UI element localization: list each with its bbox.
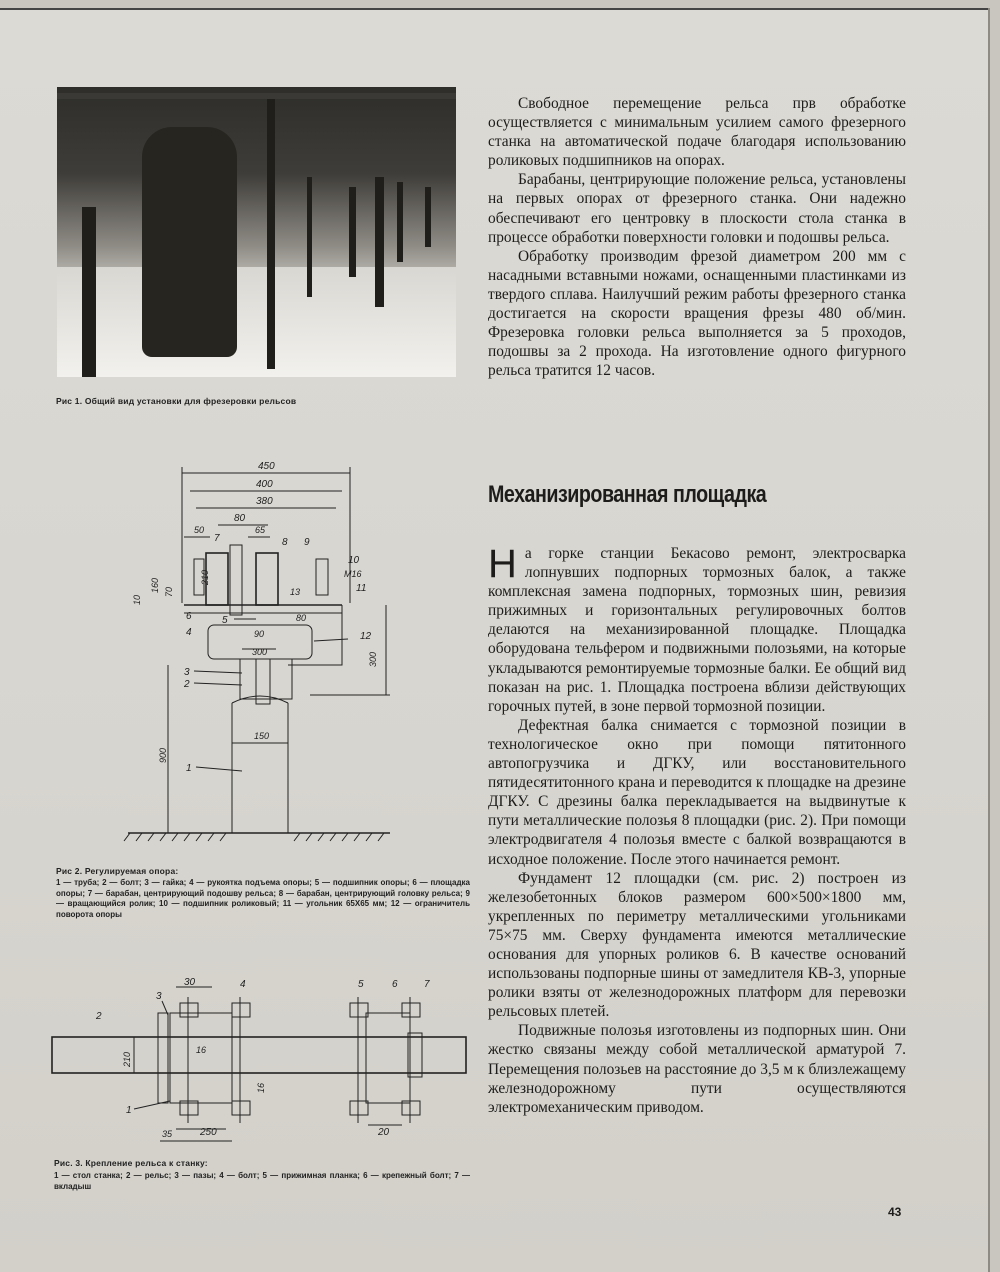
dim-250: 250 [200, 1127, 217, 1138]
dim-35: 35 [162, 1129, 173, 1139]
dim-210: 210 [200, 569, 210, 585]
dim-210: 210 [122, 1051, 132, 1067]
dim-30: 30 [184, 977, 196, 988]
paragraph: Обработку производим фрезой диаметром 200 мм с насадными вставными ножами, оснащенными пластинками из твердого сплава. Наилучший режим работы фрезерного станка достигается на скорости вращения фрезы 480 об/мин. Фрезеровка головки рельса выполняется за 5 проходов, подошвы за 2 прохода. На изготовление одного фигурного рельса тратится 12 часов. [488, 247, 906, 380]
dim-70: 70 [164, 586, 174, 597]
dim-16-b: 16 [256, 1082, 266, 1093]
figure-3-caption-title: Рис. 3. Крепление рельса к станку: [54, 1158, 208, 1168]
dim-80: 80 [234, 513, 246, 524]
callout-4: 4 [240, 979, 246, 990]
label-13: 13 [290, 587, 301, 597]
callout-6: 6 [392, 979, 398, 990]
dim-65: 65 [255, 525, 266, 535]
callout-8: 8 [282, 537, 288, 548]
first-paragraph-text: а горке станции Бекасово ремонт, электросварка лопнувших подпорных тормозных балок, а также комплексная замена подпорных, тормозных шин, ревизия прижимных и горизонтальных регулировочных болтов делаются на механизированной площадке. Площадка оборудована тельфером и подвижными полозьями, на которые укладываются ремонтируемые тормозные балки. Ее общий вид показан на рис. 1. Площадка построена вблизи действующих горочных путей, в зоне первой тормозной позиции. [488, 545, 906, 715]
callout-9: 9 [304, 537, 310, 548]
callout-5: 5 [358, 979, 364, 990]
page-number: 43 [888, 1205, 902, 1219]
paragraph: Свободное перемещение рельса прв обработке осуществляется с минимальным усилием самого фрезерного станка на автоматической подаче благодаря использованию роликовых подшипников на опорах. [488, 95, 906, 170]
paragraph: Барабаны, центрирующие положение рельса, установлены на первых опорах от фрезерного станка. Они надежно обеспечивают его центровку в плоскости стола станка в процессе обработки поверхности головки и подошвы рельса. [488, 171, 906, 246]
paragraph: Подвижные полозья изготовлены из подпорных шин. Они жестко связаны между собой металлической арматурой 7. Перемещения полозьев на расстояние до 3,5 м к близлежащему железнодорожному пути осуществляются электромеханическим приводом. [488, 1022, 906, 1116]
callout-6: 6 [186, 611, 192, 622]
figure-1-caption: Рис 1. Общий вид установки для фрезеровки рельсов [56, 396, 297, 406]
callout-7: 7 [214, 533, 220, 544]
dim-50: 50 [194, 525, 205, 535]
photo-post [425, 187, 431, 247]
callout-12: 12 [360, 631, 372, 642]
dim-150: 150 [254, 731, 270, 741]
top-rule [0, 8, 988, 10]
callout-1: 1 [126, 1105, 132, 1116]
dim-400: 400 [256, 479, 273, 490]
dim-80-b: 80 [296, 613, 307, 623]
photo-post [349, 187, 356, 277]
dim-20: 20 [378, 1127, 390, 1138]
photo-tree-trunk [142, 127, 237, 357]
dim-90: 90 [254, 629, 265, 639]
dim-300: 300 [252, 647, 268, 657]
callout-7: 7 [424, 979, 430, 990]
label-m16: М16 [344, 569, 362, 579]
figure-2-drawing [110, 453, 400, 853]
dropcap: Н [488, 542, 517, 586]
article-heading: Механизированная площадка [488, 481, 767, 508]
callout-2: 2 [184, 679, 190, 690]
first-paragraph [488, 544, 906, 716]
dim-10: 10 [132, 594, 142, 605]
dim-900: 900 [158, 747, 168, 763]
dim-380: 380 [256, 496, 273, 507]
figure-2-caption-title: Рис 2. Регулируемая опора: [56, 866, 179, 876]
paragraph: Дефектная балка снимается с тормозной позиции в технологическое окно при помощи пятитонного автопогрузчика и ДГКУ, или восстановительного пятидесятитонного крана и переводится к площадке на дрезине ДГКУ. С дрезины балка перекладывается на выдвинутые к пути металлические полозья 8 площадки (рис. 2). При помощи электродвигателя 4 полозья вместе с балкой возвращаются в исходное положение. После этого начинается ремонт. [488, 716, 906, 868]
photo-overhead-beam [57, 93, 456, 99]
callout-3: 3 [184, 667, 190, 678]
dim-300-b: 300 [368, 651, 378, 667]
figure-2-caption-text: 1 — труба; 2 — болт; 3 — гайка; 4 — рукоятка подъема опоры; 5 — подшипник опоры; 6 — площадка опоры; 7 — барабан, центрирующий подошву рельса; 8 — барабан, центрирующий головку рельса; 9 — вращающийся ролик; 10 — подшипник роликовый; 11 — угольник 65Х65 мм; 12 — ограничитель поворота опоры [56, 878, 470, 919]
callout-2: 2 [96, 1011, 102, 1022]
photo-post [307, 177, 312, 297]
photo-post [375, 177, 384, 307]
paragraph: Фундамент 12 площадки (см. рис. 2) построен из железобетонных блоков размером 600×500×1800 мм, укрепленных по периметру металлическими угольниками 75×75 мм. Сверху фундамента имеются металлические основания для упорных роликов 6. В качестве оснований использованы подпорные шины от замедлителя КВ-3, упорные ролики взяты от железнодорожных платформ для перевозки рельсовых плетей. [488, 869, 906, 1021]
photo-post [397, 182, 403, 262]
article-continuation [488, 94, 906, 380]
callout-4: 4 [186, 627, 192, 638]
callout-1: 1 [186, 763, 192, 774]
photo-snow-ground [57, 267, 456, 377]
dim-450: 450 [258, 461, 275, 472]
callout-3: 3 [156, 991, 162, 1002]
article-body [488, 544, 906, 1117]
dim-16: 16 [196, 1045, 207, 1055]
photo-post [267, 99, 275, 369]
callout-11: 11 [356, 583, 367, 594]
figure-3-caption-text: 1 — стол станка; 2 — рельс; 3 — пазы; 4 — болт; 5 — прижимная планка; 6 — крепежный болт; 7 — вкладыш [54, 1171, 470, 1191]
figure-3-drawing [50, 973, 470, 1148]
callout-5: 5 [222, 615, 228, 626]
figure-1-photo [57, 87, 456, 377]
dim-160: 160 [150, 577, 160, 593]
magazine-page [0, 8, 990, 1272]
callout-10: 10 [348, 555, 360, 566]
photo-post [82, 207, 96, 377]
